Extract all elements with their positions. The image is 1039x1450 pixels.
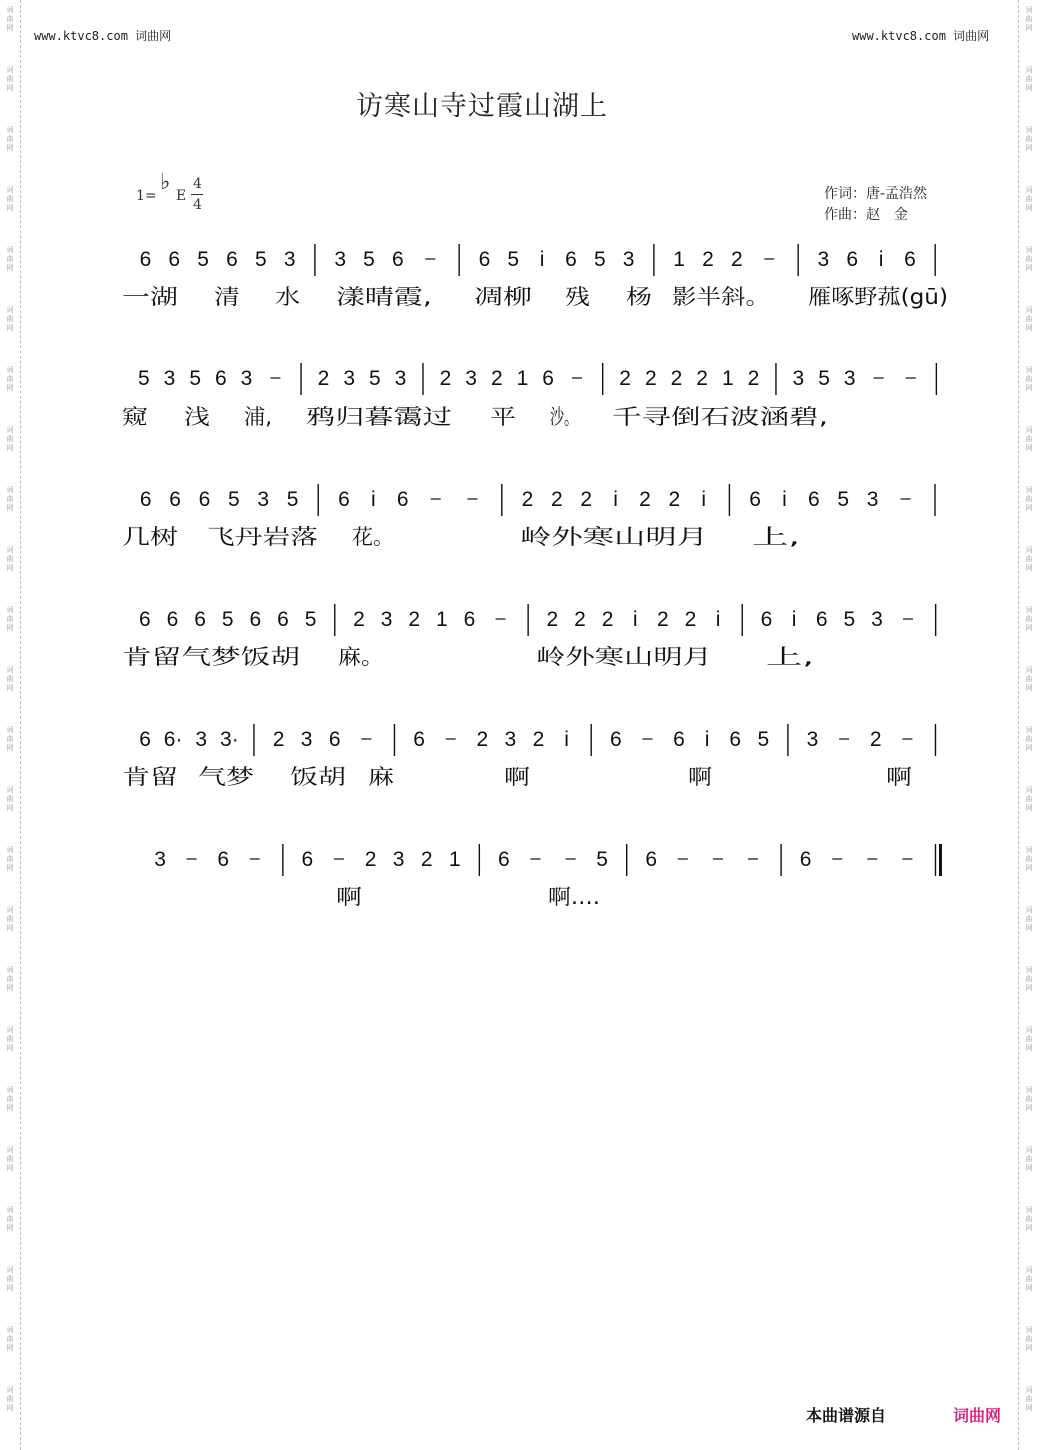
note: 3 xyxy=(343,367,356,390)
note: 3 xyxy=(806,728,819,751)
note: 6 xyxy=(478,248,491,271)
note: i xyxy=(539,248,545,271)
note: 6 xyxy=(226,248,238,271)
note: 6 xyxy=(760,608,773,631)
watermark-mark: 词 曲 网 xyxy=(6,426,14,452)
note: 3 xyxy=(622,248,635,271)
lyric: 千寻倒石波涵碧, xyxy=(612,405,828,429)
note: 5 xyxy=(843,608,856,631)
note: 5 xyxy=(818,367,830,390)
note: 6 xyxy=(139,248,152,271)
note: 6 xyxy=(565,248,577,271)
lyric: 沙。 xyxy=(550,405,578,429)
note: 2 xyxy=(644,367,657,390)
lyric: 漾晴霞, xyxy=(336,285,432,309)
watermark-mark: 词 曲 网 xyxy=(1025,906,1033,932)
note: 6 xyxy=(498,848,510,871)
note: 3 xyxy=(866,488,879,511)
note: i xyxy=(715,608,721,631)
note: 3 xyxy=(871,608,883,631)
lyric: 窥 xyxy=(122,405,148,429)
watermark-mark: 词 曲 网 xyxy=(1025,1326,1033,1352)
footer-source-site[interactable]: 词曲网 xyxy=(953,1406,1002,1425)
note: 2 xyxy=(656,608,669,631)
watermark-mark: 词 曲 网 xyxy=(1025,306,1033,332)
note: 3 xyxy=(283,248,296,271)
watermark-mark: 词 曲 网 xyxy=(6,966,14,992)
watermark-mark: 词 曲 网 xyxy=(6,666,14,692)
lyric: 啊.... xyxy=(548,885,600,909)
note: 2 xyxy=(684,608,697,631)
note: i xyxy=(791,608,797,631)
note: 5 xyxy=(227,488,240,511)
note: 5 xyxy=(757,728,770,751)
note: 3 xyxy=(817,248,830,271)
note: 5 xyxy=(197,248,209,271)
lyric: 上, xyxy=(766,645,814,669)
watermark-mark: 词 曲 网 xyxy=(1025,1146,1033,1172)
note: 5 xyxy=(137,367,150,390)
lyric: 麻。 xyxy=(338,645,384,669)
note: 6 xyxy=(645,848,658,871)
note: 6 xyxy=(194,608,206,631)
watermark-mark: 词 曲 网 xyxy=(6,246,14,272)
watermark-mark: 词 曲 网 xyxy=(6,1206,14,1232)
lyric: 岭外寒山明月 xyxy=(520,525,708,549)
note: 2 xyxy=(364,848,377,871)
note: i xyxy=(632,608,638,631)
note: 2 xyxy=(551,488,563,511)
watermark-mark: 词 曲 网 xyxy=(1025,606,1033,632)
lyric: 凋柳 xyxy=(474,285,532,309)
note: 6 xyxy=(249,608,262,631)
song-title: 访寒山寺过霞山湖上 xyxy=(356,91,608,122)
composer-credit: 作曲：赵 金 xyxy=(824,207,908,223)
watermark-mark: 词 曲 网 xyxy=(6,6,14,32)
lyricist-credit: 作词：唐-孟浩然 xyxy=(824,186,928,202)
watermark-mark: 词 曲 网 xyxy=(6,726,14,752)
note: 2 xyxy=(317,367,330,390)
watermark-mark: 词 曲 网 xyxy=(1025,1086,1033,1112)
note: 5 xyxy=(254,248,267,271)
note: 6 xyxy=(198,488,211,511)
note: i xyxy=(613,488,618,511)
watermark-mark: 词 曲 网 xyxy=(6,846,14,872)
flat-symbol: ♭ xyxy=(160,170,171,195)
note: 2 xyxy=(668,488,681,511)
lyric: 麻 xyxy=(368,765,394,789)
lyric: 岭外寒山明月 xyxy=(536,645,712,669)
lyric: 浅 xyxy=(184,405,210,429)
note: 3 xyxy=(465,367,477,390)
note: 2 xyxy=(272,728,285,751)
note: 2 xyxy=(408,608,421,631)
watermark-mark: 词 曲 网 xyxy=(1025,486,1033,512)
watermark-mark: 词 曲 网 xyxy=(1025,846,1033,872)
lyric: 啊 xyxy=(688,765,712,789)
note: 6 xyxy=(139,488,152,511)
note: 6 xyxy=(729,728,742,751)
note: 3 xyxy=(195,728,208,751)
lyric: 水 xyxy=(275,285,300,309)
lyric: 雁啄野菰(gū) xyxy=(808,285,948,309)
lyric: 一湖 xyxy=(122,285,178,309)
note: 2 xyxy=(580,488,593,511)
watermark-mark: 词 曲 网 xyxy=(6,606,14,632)
lyric: 平 xyxy=(490,405,516,429)
watermark-mark: 词 曲 网 xyxy=(6,126,14,152)
note: 3 xyxy=(257,488,270,511)
note: 2 xyxy=(747,367,760,390)
note: 5 xyxy=(596,848,608,871)
note: 2 xyxy=(353,608,365,631)
key-prefix: 1= xyxy=(136,188,157,204)
site-header-left[interactable]: www.ktvc8.com 词曲网 xyxy=(34,29,172,43)
note: i xyxy=(704,728,710,751)
watermark-mark: 词 曲 网 xyxy=(6,906,14,932)
watermark-mark: 词 曲 网 xyxy=(6,786,14,812)
watermark-mark: 词 曲 网 xyxy=(6,1266,14,1292)
note: 5 xyxy=(286,488,299,511)
note: 5 xyxy=(507,248,520,271)
watermark-mark: 词 曲 网 xyxy=(1025,1266,1033,1292)
note: 3 xyxy=(380,608,393,631)
note: 5 xyxy=(593,248,606,271)
note: 6 xyxy=(166,608,179,631)
lyric: 饭胡 xyxy=(290,765,346,789)
watermark-mark: 词 曲 网 xyxy=(1025,726,1033,752)
watermark-mark: 词 曲 网 xyxy=(1025,546,1033,572)
watermark-mark: 词 曲 网 xyxy=(1025,126,1033,152)
watermark-mark: 词 曲 网 xyxy=(1025,426,1033,452)
note: 6 xyxy=(413,728,425,751)
note: 6 xyxy=(392,248,404,271)
note: 6 xyxy=(169,488,181,511)
note: 2 xyxy=(574,608,586,631)
watermark-mark: 词 曲 网 xyxy=(6,546,14,572)
footer-source-label: 本曲谱源自 xyxy=(806,1406,887,1425)
watermark-mark: 词 曲 网 xyxy=(1025,6,1033,32)
watermark-mark: 词 曲 网 xyxy=(6,1086,14,1112)
lyric: 肯留气梦饭胡 xyxy=(122,645,300,669)
note: 1 xyxy=(516,367,529,390)
note: 3· xyxy=(220,728,239,751)
note: 6 xyxy=(807,488,820,511)
lyric: 鸦归暮霭过 xyxy=(306,405,452,429)
note: 5 xyxy=(363,248,375,271)
note: 6 xyxy=(749,488,761,511)
note: i xyxy=(564,728,569,751)
lyric: 花。 xyxy=(352,525,394,549)
watermark-mark: 词 曲 网 xyxy=(1025,66,1033,92)
note: 1 xyxy=(673,248,685,271)
watermark-mark: 词 曲 网 xyxy=(1025,186,1033,212)
note: 3 xyxy=(240,367,253,390)
lyric: 浦, xyxy=(244,405,272,429)
watermark-mark: 词 曲 网 xyxy=(6,306,14,332)
note: 6 xyxy=(904,248,916,271)
site-header-right[interactable]: www.ktvc8.com 词曲网 xyxy=(852,29,990,43)
watermark-mark: 词 曲 网 xyxy=(1025,1026,1033,1052)
note: 6 xyxy=(338,488,350,511)
note: 3 xyxy=(392,848,405,871)
note: 6 xyxy=(301,848,314,871)
watermark-mark: 词 曲 网 xyxy=(1025,786,1033,812)
lyric: 飞丹岩落 xyxy=(207,525,318,549)
note: i xyxy=(370,488,376,511)
note: 5 xyxy=(837,488,850,511)
note: 2 xyxy=(420,848,433,871)
note: 6 xyxy=(815,608,828,631)
lyric: 残 xyxy=(565,285,590,309)
watermark-mark: 词 曲 网 xyxy=(6,486,14,512)
note: 3 xyxy=(504,728,517,751)
note: i xyxy=(701,488,707,511)
note: 2 xyxy=(532,728,545,751)
note: 6 xyxy=(217,848,230,871)
note: i xyxy=(782,488,787,511)
note: 6 xyxy=(609,728,622,751)
note: 3 xyxy=(154,848,166,871)
note: 2 xyxy=(476,728,489,751)
note: 2 xyxy=(521,488,534,511)
note: 6 xyxy=(396,488,409,511)
watermark-mark: 词 曲 网 xyxy=(6,186,14,212)
lyric: 上, xyxy=(752,525,800,549)
note: 2 xyxy=(639,488,651,511)
lyric: 啊 xyxy=(886,765,912,789)
watermark-mark: 词 曲 网 xyxy=(1025,1386,1033,1412)
note: 6 xyxy=(673,728,685,751)
note: 6 xyxy=(168,248,181,271)
note: 6 xyxy=(542,367,554,390)
watermark-mark: 词 曲 网 xyxy=(6,1146,14,1172)
note: 6 xyxy=(328,728,341,751)
note: 6 xyxy=(139,728,151,751)
note: 3 xyxy=(394,367,407,390)
note: 3 xyxy=(843,367,856,390)
note: 1 xyxy=(721,367,734,390)
note: 3 xyxy=(300,728,313,751)
note: 2 xyxy=(869,728,882,751)
note: 5 xyxy=(189,367,202,390)
watermark-mark: 词 曲 网 xyxy=(6,1026,14,1052)
note: 6 xyxy=(214,367,227,390)
key-note: E xyxy=(176,188,187,204)
note: 2 xyxy=(702,248,714,271)
note: 6 xyxy=(463,608,476,631)
note: 2 xyxy=(730,248,743,271)
note: 2 xyxy=(619,367,631,390)
watermark-mark: 词 曲 网 xyxy=(6,1326,14,1352)
note: 1 xyxy=(448,848,461,871)
lyric: 杨 xyxy=(626,285,652,309)
lyric: 啊 xyxy=(504,765,530,789)
note: i xyxy=(878,248,884,271)
note: 6 xyxy=(846,248,859,271)
note: 6 xyxy=(799,848,812,871)
note: 3 xyxy=(163,367,176,390)
note: 5 xyxy=(221,608,234,631)
note: 3 xyxy=(792,367,805,390)
note: 3 xyxy=(334,248,347,271)
note: 5 xyxy=(304,608,317,631)
watermark-mark: 词 曲 网 xyxy=(1025,666,1033,692)
note: 2 xyxy=(696,367,708,390)
lyric: 清 xyxy=(214,285,240,309)
note: 2 xyxy=(670,367,683,390)
watermark-mark: 词 曲 网 xyxy=(1025,1206,1033,1232)
lyric: 啊 xyxy=(336,885,362,909)
lyric: 肯留 xyxy=(122,765,178,789)
watermark-mark: 词 曲 网 xyxy=(6,66,14,92)
lyric: 影半斜。 xyxy=(672,285,770,309)
note: 1 xyxy=(435,608,448,631)
note: 6· xyxy=(163,728,183,751)
note: 2 xyxy=(601,608,614,631)
note: 5 xyxy=(369,367,381,390)
watermark-mark: 词 曲 网 xyxy=(1025,966,1033,992)
watermark-mark: 词 曲 网 xyxy=(6,1386,14,1412)
time-signature-bottom: 4 xyxy=(193,197,202,213)
note: 2 xyxy=(439,367,452,390)
note: 6 xyxy=(277,608,289,631)
time-signature-top: 4 xyxy=(193,176,202,192)
note: 6 xyxy=(138,608,151,631)
watermark-mark: 词 曲 网 xyxy=(1025,246,1033,272)
lyric: 几树 xyxy=(122,525,178,549)
note: 2 xyxy=(546,608,559,631)
note: 2 xyxy=(490,367,503,390)
lyric: 气梦 xyxy=(198,765,254,789)
watermark-mark: 词 曲 网 xyxy=(6,366,14,392)
watermark-mark: 词 曲 网 xyxy=(1025,366,1033,392)
